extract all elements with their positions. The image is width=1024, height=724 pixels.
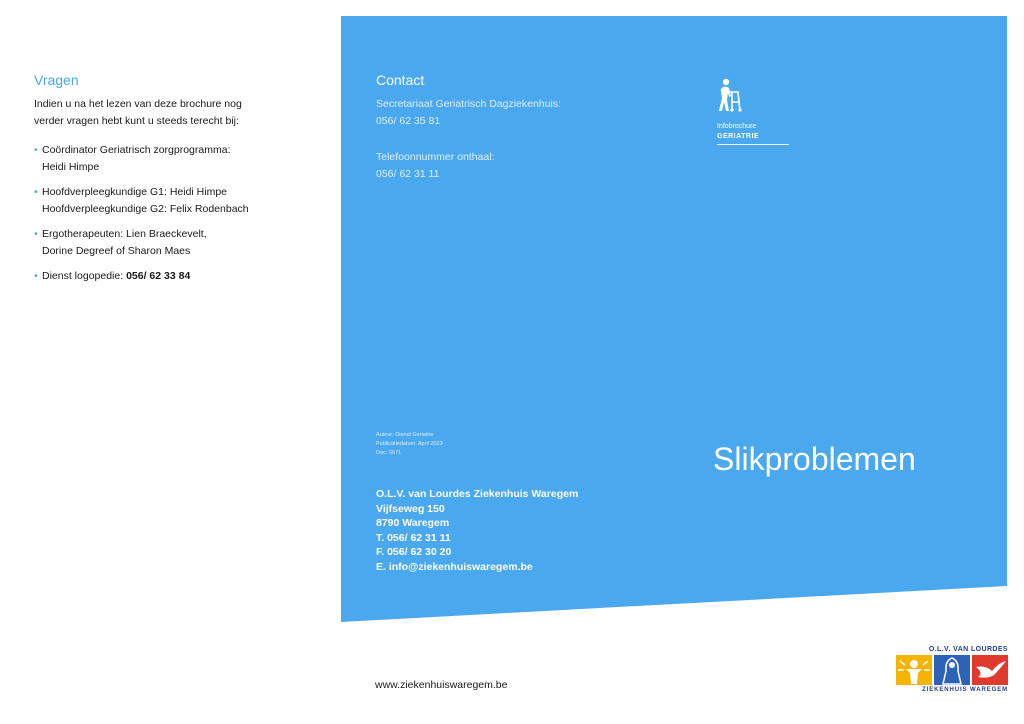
address-street: Vijfseweg 150 xyxy=(376,502,445,515)
intro-line: verder vragen hebt kunt u steeds terecht bij: xyxy=(34,115,239,127)
logo-madonna-icon xyxy=(934,655,970,685)
intro-line: Indien u na het lezen van deze brochure nog xyxy=(34,98,242,110)
secretariaat-phone: 056/ 62 35 81 xyxy=(376,115,441,127)
meta-author: Auteur: Dienst Geriatrie xyxy=(376,432,434,438)
bullet-icon: • xyxy=(34,228,38,240)
brochure-title: Slikproblemen xyxy=(713,441,916,477)
website-link[interactable]: www.ziekenhuiswaregem.be xyxy=(375,679,508,691)
logo-sun-figure-icon xyxy=(896,655,932,685)
bullet-icon: • xyxy=(34,186,38,198)
list-item xyxy=(34,184,334,218)
meta-doc: Doc: 5671 xyxy=(376,450,402,456)
secretariaat-block xyxy=(376,96,676,130)
address-name: O.L.V. van Lourdes Ziekenhuis Waregem xyxy=(376,488,579,500)
logopedie-phone: 056/ 62 33 84 xyxy=(126,270,191,282)
logo-tiles xyxy=(890,655,1008,685)
brand-line1: Infobrochure xyxy=(717,123,757,130)
logo-bird-icon xyxy=(972,655,1008,685)
contact-heading: Contact xyxy=(376,72,425,88)
list-item-line: Coördinator Geriatrisch zorgprogramma: xyxy=(42,144,231,156)
address-email[interactable]: E. info@ziekenhuiswaregem.be xyxy=(376,560,533,573)
onthaal-phone: 056/ 62 31 11 xyxy=(376,168,440,180)
vragen-intro xyxy=(34,96,334,130)
list-item-line: Dienst logopedie: xyxy=(42,270,127,282)
logo-top-text: O.L.V. VAN LOURDES xyxy=(928,646,1008,653)
list-item-line: Heidi Himpe xyxy=(42,161,100,173)
address-city: 8790 Waregem xyxy=(376,517,450,529)
list-item xyxy=(34,268,334,285)
onthaal-block xyxy=(376,149,676,183)
hospital-logo xyxy=(890,646,1008,698)
meta-date: Publicatiedatum: April 2023 xyxy=(376,441,443,447)
contact-list xyxy=(34,142,334,285)
bullet-icon: • xyxy=(34,270,38,282)
logo-bottom-text: ZIEKENHUIS WAREGEM xyxy=(922,687,1008,693)
onthaal-label: Telefoonnummer onthaal: xyxy=(376,151,495,163)
document-meta xyxy=(376,431,443,458)
hospital-address xyxy=(376,487,578,574)
list-item-line: Hoofdverpleegkundige G1: Heidi Himpe xyxy=(42,186,228,198)
list-item xyxy=(34,226,334,260)
address-fax: F. 056/ 62 30 20 xyxy=(376,546,452,558)
infobrochure-brand xyxy=(717,78,797,145)
vragen-heading: Vragen xyxy=(34,72,79,88)
list-item-line: Ergotherapeuten: Lien Braeckevelt, xyxy=(42,228,207,240)
bullet-icon: • xyxy=(34,144,38,156)
secretariaat-label: Secretariaat Geriatrisch Dagziekenhuis: xyxy=(376,98,562,110)
address-tel: T. 056/ 62 31 11 xyxy=(376,531,451,544)
walker-person-icon xyxy=(717,78,743,112)
left-column xyxy=(34,72,334,293)
list-item-line: Dorine Degreef of Sharon Maes xyxy=(42,245,191,257)
brand-line2: GERIATRIE xyxy=(717,133,760,140)
list-item-line: Hoofdverpleegkundige G2: Felix Rodenbach xyxy=(42,203,249,215)
list-item xyxy=(34,142,334,176)
contact-section xyxy=(376,72,676,202)
brand-divider xyxy=(717,144,789,145)
